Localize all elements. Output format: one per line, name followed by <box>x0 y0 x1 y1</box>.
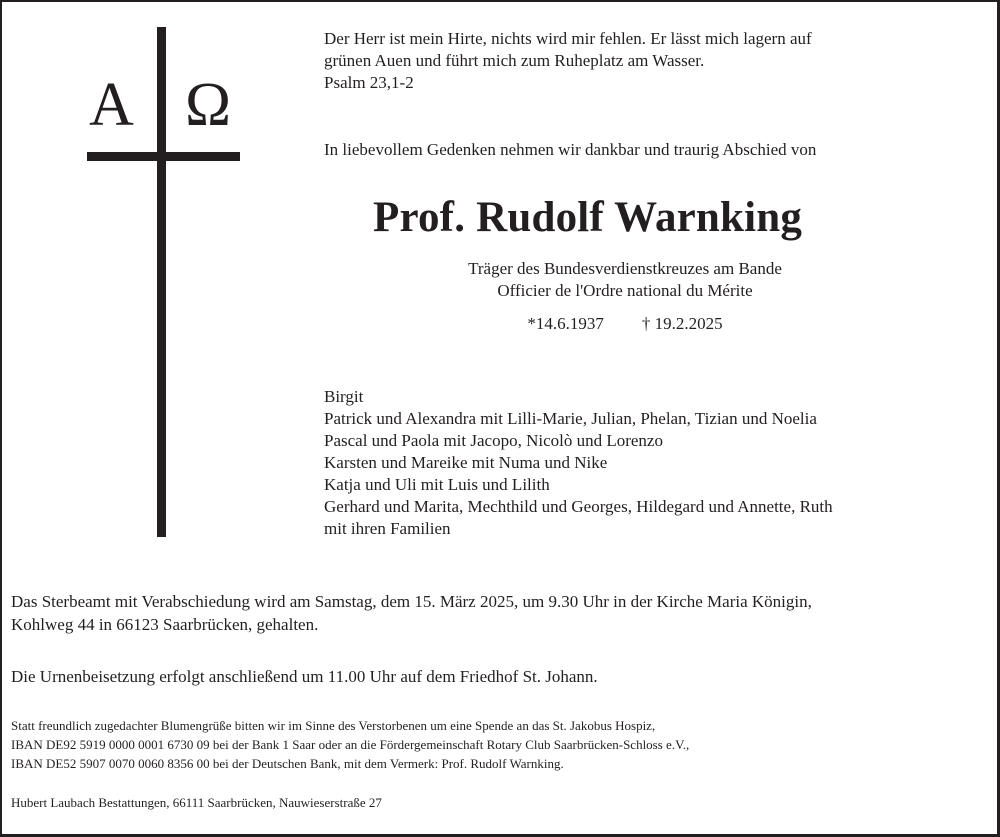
mourners-list <box>324 386 833 540</box>
donation-line: IBAN DE52 5907 0070 0060 8356 00 bei der Deutschen Bank, mit dem Vermerk: Prof. Rudolf Warnking. <box>11 756 564 771</box>
deceased-honors <box>340 258 910 302</box>
farewell-intro: In liebevollem Gedenken nehmen wir dankbar und traurig Abschied von <box>324 140 817 159</box>
cross-vertical-bar <box>157 27 166 537</box>
deceased-name: Prof. Rudolf Warnking <box>373 194 803 241</box>
mourner-line: Karsten und Mareike mit Numa und Nike <box>324 453 608 472</box>
omega-icon: Ω <box>185 71 232 139</box>
donation-line: Statt freundlich zugedachter Blumengrüße bitten wir im Sinne des Verstorbenen um eine Spende an das St. Jakobus Hospiz, <box>11 718 656 733</box>
funeral-service-info <box>11 590 812 636</box>
burial-info: Die Urnenbeisetzung erfolgt anschließend um 11.00 Uhr auf dem Friedhof St. Johann. <box>11 667 598 686</box>
psalm-quote <box>324 28 812 94</box>
undertaker-info: Hubert Laubach Bestattungen, 66111 Saarbrücken, Nauwieserstraße 27 <box>11 795 382 810</box>
psalm-reference: Psalm 23,1-2 <box>324 73 414 92</box>
death-date: † 19.2.2025 <box>641 314 723 333</box>
donation-line: IBAN DE92 5919 0000 0001 6730 09 bei der Bank 1 Saar oder an die Fördergemeinschaft Rotary Club Saarbrücken-Schloss e.V., <box>11 737 690 752</box>
honor-line: Officier de l'Ordre national du Mérite <box>497 281 753 300</box>
mourner-line: mit ihren Familien <box>324 519 451 538</box>
mourner-line: Gerhard und Marita, Mechthild und Georges, Hildegard und Annette, Ruth <box>324 497 833 516</box>
cross-horizontal-bar <box>87 152 240 161</box>
service-line: Kohlweg 44 in 66123 Saarbrücken, gehalten. <box>11 615 319 634</box>
birth-date: *14.6.1937 <box>527 314 604 333</box>
service-line: Das Sterbeamt mit Verabschiedung wird am Samstag, dem 15. März 2025, um 9.30 Uhr in der Kirche Maria Königin, <box>11 592 812 611</box>
alpha-icon: Α <box>89 71 134 139</box>
mourner-line: Birgit <box>324 387 364 406</box>
honor-line: Träger des Bundesverdienstkreuzes am Bande <box>468 259 782 278</box>
mourner-line: Katja und Uli mit Luis und Lilith <box>324 475 550 494</box>
psalm-line: grünen Auen und führt mich zum Ruheplatz am Wasser. <box>324 51 705 70</box>
mourner-line: Pascal und Paola mit Jacopo, Nicolò und Lorenzo <box>324 431 663 450</box>
donation-request <box>11 716 689 773</box>
mourner-line: Patrick und Alexandra mit Lilli-Marie, Julian, Phelan, Tizian und Noelia <box>324 409 817 428</box>
life-dates <box>340 313 910 335</box>
psalm-line: Der Herr ist mein Hirte, nichts wird mir fehlen. Er lässt mich lagern auf <box>324 29 812 48</box>
